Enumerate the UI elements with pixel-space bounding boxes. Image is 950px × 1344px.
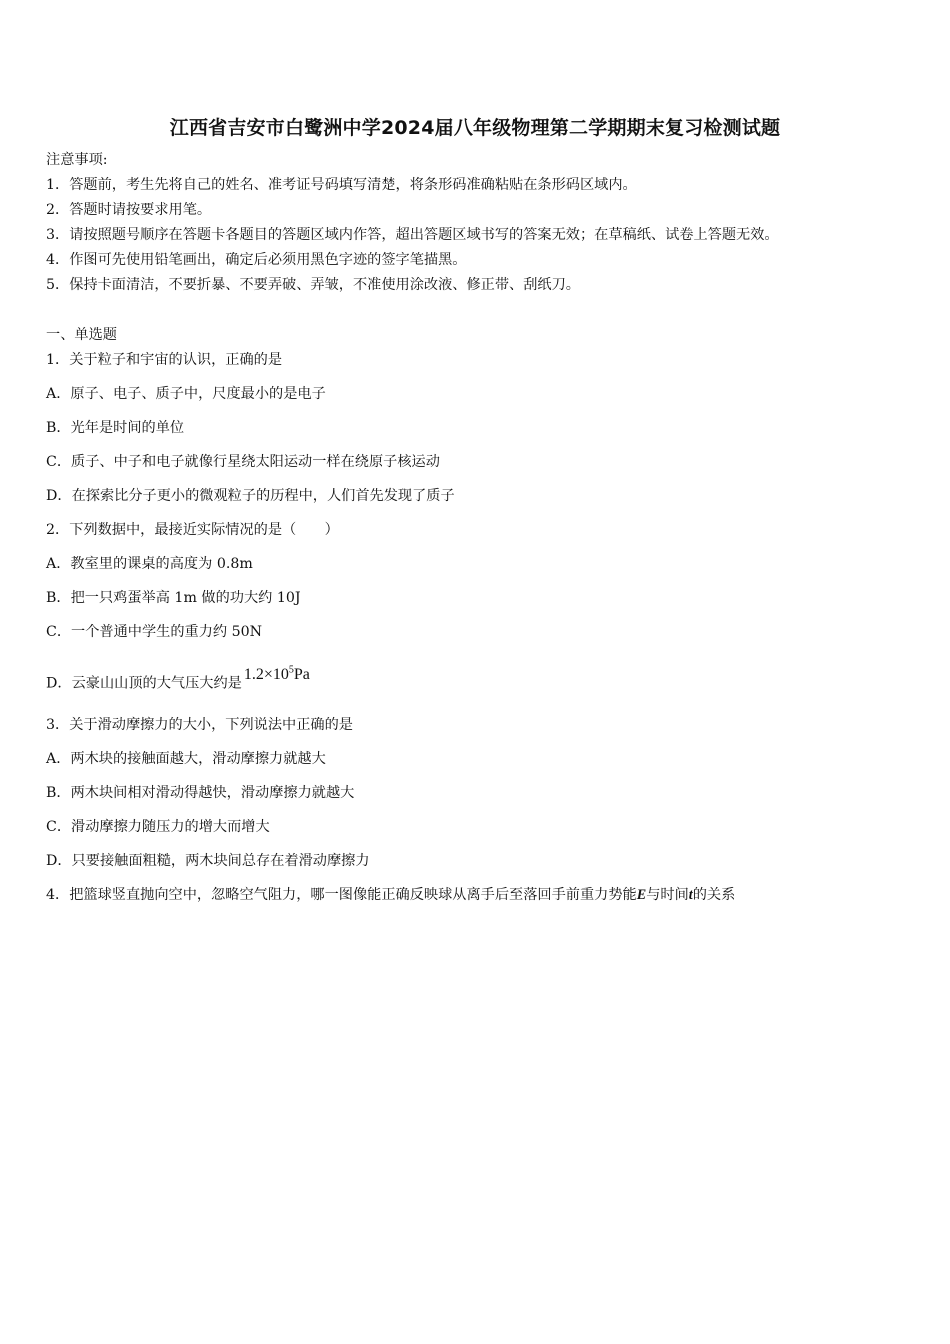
question-4-stem-part-3: 的关系 bbox=[692, 887, 736, 903]
question-4-var-e: E bbox=[636, 887, 647, 903]
exam-title: 江西省吉安市白鹭洲中学2024届八年级物理第二学期期末复习检测试题 bbox=[169, 117, 781, 139]
question-2-option-a: A．教室里的课桌的高度为 0.8m bbox=[46, 556, 253, 572]
pressure-formula bbox=[244, 666, 310, 683]
notice-item-3: 3．请按照题号顺序在答题卡各题目的答题区域内作答，超出答题区域书写的答案无效；在草稿纸、试卷上答题无效。 bbox=[46, 227, 779, 243]
question-2-option-d bbox=[46, 665, 310, 692]
question-1-option-c: C．质子、中子和电子就像行星绕太阳运动一样在绕原子核运动 bbox=[46, 454, 440, 470]
question-1-option-b: B．光年是时间的单位 bbox=[46, 420, 185, 436]
question-3-option-d: D．只要接触面粗糙，两木块间总存在着滑动摩擦力 bbox=[46, 853, 370, 869]
question-2-option-c: C．一个普通中学生的重力约 50N bbox=[46, 624, 263, 640]
question-2-stem: 2．下列数据中，最接近实际情况的是（ ） bbox=[46, 522, 339, 538]
question-4-stem-part-1: 4．把篮球竖直抛向空中，忽略空气阻力，哪一图像能正确反映球从离手后至落回手前重力势能 bbox=[46, 887, 637, 903]
notice-heading: 注意事项: bbox=[46, 152, 108, 168]
question-4-stem bbox=[46, 886, 735, 904]
notice-item-2: 2．答题时请按要求用笔。 bbox=[46, 202, 212, 218]
notice-item-4: 4．作图可先使用铅笔画出，确定后必须用黑色字迹的签字笔描黑。 bbox=[46, 252, 467, 268]
question-1-option-d: D．在探索比分子更小的微观粒子的历程中，人们首先发现了质子 bbox=[46, 488, 455, 504]
question-1-option-a: A．原子、电子、质子中，尺度最小的是电子 bbox=[46, 386, 326, 402]
question-4-var-t: t bbox=[688, 887, 693, 903]
question-3-option-b: B．两木块间相对滑动得越快，滑动摩擦力就越大 bbox=[46, 785, 355, 801]
question-3-option-a: A．两木块的接触面越大，滑动摩擦力就越大 bbox=[46, 751, 326, 767]
question-3-stem: 3．关于滑动摩擦力的大小，下列说法中正确的是 bbox=[46, 717, 353, 733]
question-3-option-c: C．滑动摩擦力随压力的增大而增大 bbox=[46, 819, 270, 835]
question-4-stem-part-2: 与时间 bbox=[646, 887, 689, 903]
question-2-option-b: B．把一只鸡蛋举高 1m 做的功大约 10J bbox=[46, 590, 301, 606]
question-1-stem: 1．关于粒子和宇宙的认识，正确的是 bbox=[46, 352, 283, 368]
notice-item-5: 5．保持卡面清洁，不要折暴、不要弄破、弄皱，不准使用涂改液、修正带、刮纸刀。 bbox=[46, 277, 580, 293]
pressure-formula-base: 1.2×10 bbox=[243, 666, 289, 684]
question-2-option-d-text: D．云豪山山顶的大气压大约是 bbox=[46, 675, 242, 692]
section-heading: 一、单选题 bbox=[46, 327, 117, 343]
notice-item-1: 1．答题前，考生先将自己的姓名、准考证号码填写清楚，将条形码准确粘贴在条形码区域内。 bbox=[46, 177, 637, 193]
pressure-formula-exponent: 5 bbox=[288, 665, 294, 676]
pressure-formula-unit: Pa bbox=[293, 666, 310, 684]
